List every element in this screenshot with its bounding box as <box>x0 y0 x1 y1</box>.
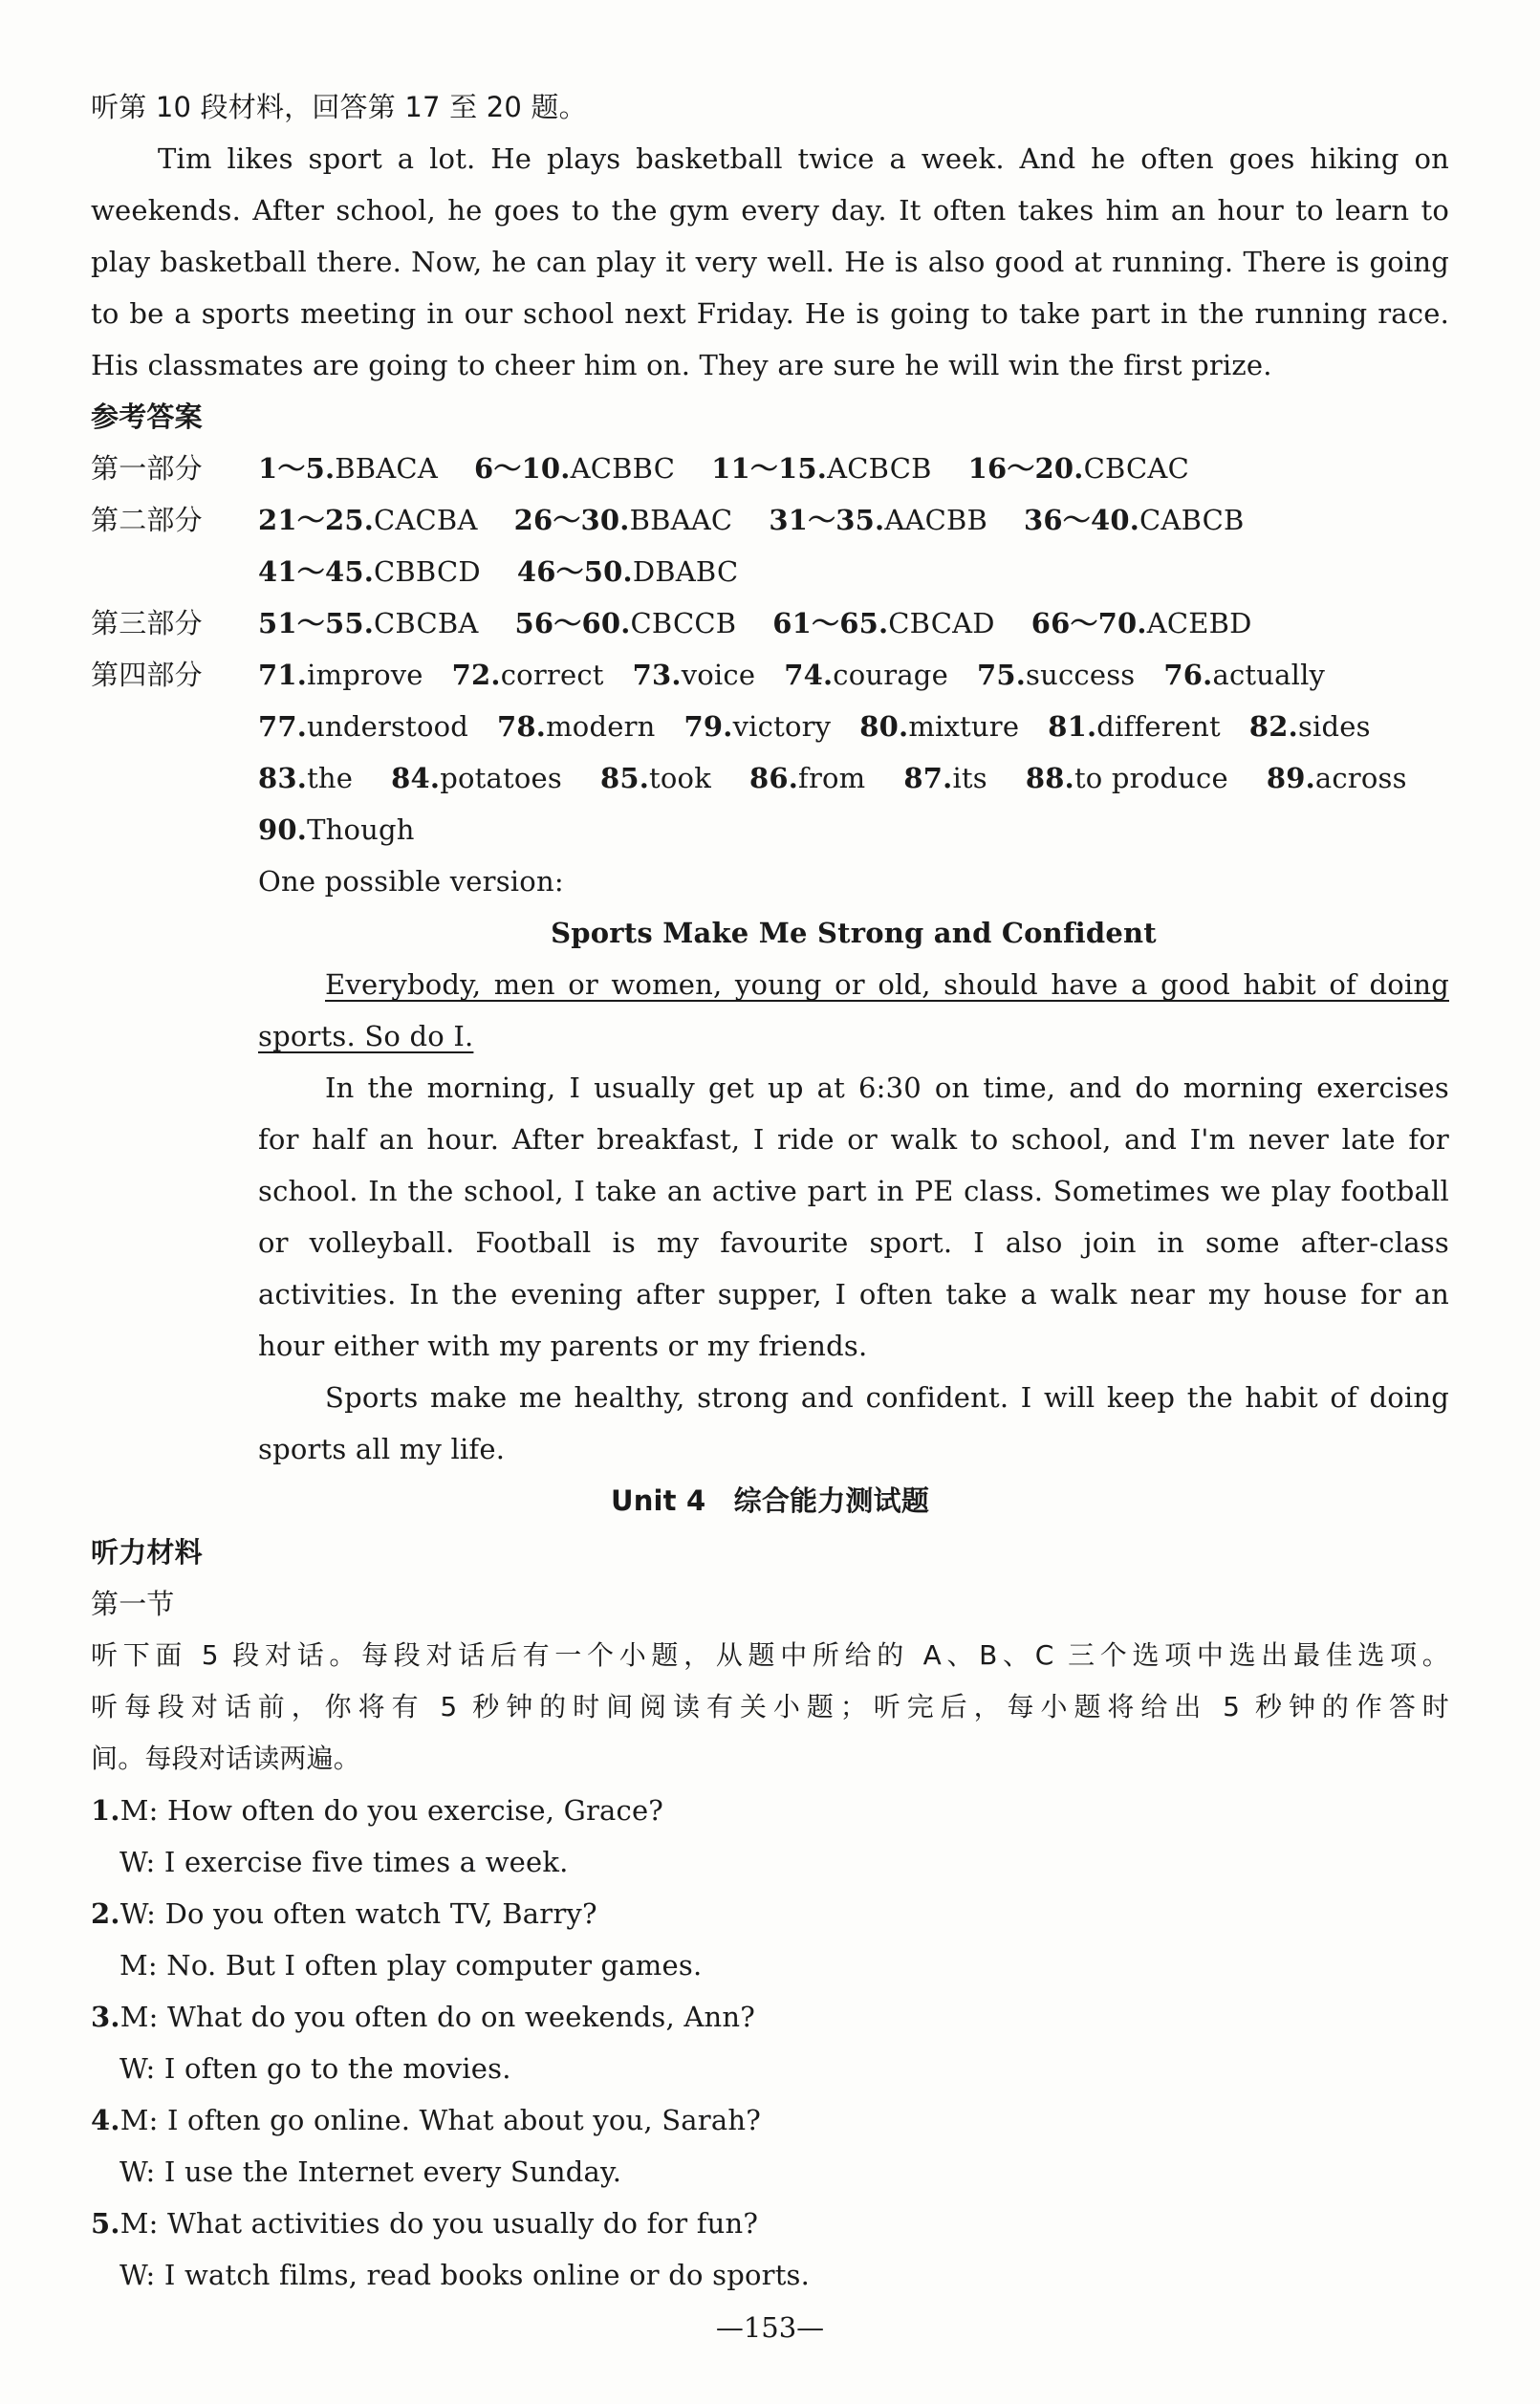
answer-group: 78.modern <box>497 710 656 743</box>
essay-line: school. In the school, I take an active part in PE class. Sometimes we play football <box>258 1175 1449 1207</box>
part2-label: 第二部分 <box>91 504 203 536</box>
essay-line: or volleyball. Football is my favourite sport. I also join in some after-class <box>258 1226 1449 1259</box>
listening-heading: 听力材料 <box>91 1536 203 1569</box>
instruction-line: 听每段对话前，你将有 5 秒钟的时间阅读有关小题；听完后，每小题将给出 5 秒钟的作答时 <box>91 1691 1449 1722</box>
answer-group: 16～20.CBCAC <box>967 452 1189 485</box>
answer-group: 74.courage <box>784 659 948 691</box>
answer-group: 86.from <box>748 762 866 794</box>
passage-line: His classmates are going to cheer him on. They are sure he will win the first prize. <box>91 349 1272 381</box>
passage-line: weekends. After school, he goes to the gym every day. It often takes him an hour to learn to <box>91 194 1449 227</box>
dialogue <box>91 1785 1449 1888</box>
answer-group: 77.understood <box>258 710 469 743</box>
answer-group: 26～30.BBAAC <box>513 504 733 536</box>
answer-group: 66～70.ACEBD <box>1030 607 1252 639</box>
dialogue-number: 2. <box>91 1897 120 1930</box>
answer-group: 76.actually <box>1163 659 1326 691</box>
essay-line: for half an hour. After breakfast, I ride or walk to school, and I'm never late for <box>258 1123 1449 1156</box>
essay-line: In the morning, I usually get up at 6:30 on time, and do morning exercises <box>325 1072 1449 1104</box>
dialogue-line: W: I watch films, read books online or do sports. <box>119 2259 811 2291</box>
answer-group: 41～45.CBBCD <box>258 555 481 588</box>
essay-intro: One possible version: <box>258 865 564 898</box>
answer-group: 87.its <box>903 762 987 794</box>
answer-group: 84.potatoes <box>391 762 562 794</box>
answer-group: 36～40.CABCB <box>1024 504 1245 536</box>
dialogue-line: M: What do you often do on weekends, Ann? <box>119 2001 755 2033</box>
passage-line: play basketball there. Now, he can play it very well. He is also good at running. There is going <box>91 246 1449 278</box>
answer-group: 82.sides <box>1248 710 1371 743</box>
answers-heading: 参考答案 <box>91 401 203 433</box>
answer-group: 31～35.AACBB <box>769 504 988 536</box>
dialogue-line: M: What activities do you usually do for fun? <box>119 2207 759 2240</box>
answer-group: 81.different <box>1048 710 1221 743</box>
dialogue-number: 4. <box>91 2104 120 2136</box>
dialogue-line: W: I often go to the movies. <box>119 2052 511 2085</box>
part1-label: 第一部分 <box>91 452 203 485</box>
answer-group: 88.to produce <box>1025 762 1228 794</box>
dialogue-line: M: No. But I often play computer games. <box>119 1949 703 1982</box>
dialogue-line: W: I exercise five times a week. <box>119 1846 569 1878</box>
answer-row-part3 <box>91 597 1449 649</box>
answer-group: 80.mixture <box>859 710 1020 743</box>
dialogue <box>91 2198 1449 2301</box>
passage-line: to be a sports meeting in our school next Friday. He is going to take part in the running race. <box>91 297 1449 330</box>
essay-title: Sports Make Me Strong and Confident <box>551 917 1157 949</box>
part3-label: 第三部分 <box>91 607 203 639</box>
answer-group: 83.the <box>258 762 354 794</box>
answer-row-part2 <box>91 494 1449 546</box>
answer-row-part4-cont <box>91 701 1449 752</box>
section10-intro: 听第 10 段材料，回答第 17 至 20 题。 <box>91 91 587 123</box>
answer-group: 90.Though <box>258 813 415 846</box>
page-number: —153— <box>715 2311 825 2344</box>
answer-group: 85.took <box>599 762 711 794</box>
answer-group: 46～50.DBABC <box>516 555 739 588</box>
dialogue <box>91 1991 1449 2094</box>
dialogue <box>91 2094 1449 2198</box>
essay-line: Everybody, men or women, young or old, should have a good habit of doing <box>325 968 1449 1001</box>
answer-group: 89.across <box>1266 762 1407 794</box>
listening-passage <box>91 133 1449 391</box>
answer-row-part1 <box>91 443 1449 494</box>
answer-group: 72.correct <box>451 659 604 691</box>
answer-group: 75.success <box>976 659 1136 691</box>
answer-group: 61～65.CBCAD <box>772 607 995 639</box>
essay-line: Sports make me healthy, strong and confident. I will keep the habit of doing <box>325 1381 1449 1414</box>
answer-group: 11～15.ACBCB <box>711 452 932 485</box>
dialogue-number: 3. <box>91 2001 120 2033</box>
essay-line: activities. In the evening after supper, I often take a walk near my house for an <box>258 1278 1449 1310</box>
answer-group: 51～55.CBCBA <box>258 607 479 639</box>
section1-label: 第一节 <box>91 1588 175 1620</box>
answer-group: 6～10.ACBBC <box>473 452 676 485</box>
answer-group: 56～60.CBCCB <box>514 607 737 639</box>
answer-row-part4-cont <box>91 752 1449 804</box>
essay-line: hour either with my parents or my friends. <box>258 1330 868 1362</box>
part4-label: 第四部分 <box>91 659 203 691</box>
answer-group: 79.victory <box>683 710 832 743</box>
essay-line: sports. So do I. <box>258 1020 474 1052</box>
passage-line: Tim likes sport a lot. He plays basketball twice a week. And he often goes hiking on <box>158 142 1449 175</box>
essay-line: sports all my life. <box>258 1433 506 1465</box>
answer-group: 71.improve <box>258 659 423 691</box>
answer-group: 73.voice <box>632 659 756 691</box>
answer-row-part4-cont <box>91 804 1449 855</box>
dialogue-line: W: I use the Internet every Sunday. <box>119 2155 622 2188</box>
dialogue <box>91 1888 1449 1991</box>
instruction-line: 听下面 5 段对话。每段对话后有一个小题，从题中所给的 A、B、C 三个选项中选出最佳选项。 <box>91 1639 1449 1671</box>
answer-row-part4 <box>91 649 1449 701</box>
answer-group: 21～25.CACBA <box>258 504 478 536</box>
answer-row-part2-cont <box>91 546 1449 597</box>
dialogue-number: 5. <box>91 2207 120 2240</box>
unit-title: Unit 4 综合能力测试题 <box>610 1484 930 1517</box>
dialogue-number: 1. <box>91 1794 120 1827</box>
answer-group: 1～5.BBACA <box>258 452 438 485</box>
dialogue-line: M: How often do you exercise, Grace? <box>119 1794 664 1827</box>
dialogue-line: M: I often go online. What about you, Sarah? <box>119 2104 761 2136</box>
instruction-line: 间。每段对话读两遍。 <box>91 1743 361 1774</box>
dialogue-line: W: Do you often watch TV, Barry? <box>119 1897 597 1930</box>
